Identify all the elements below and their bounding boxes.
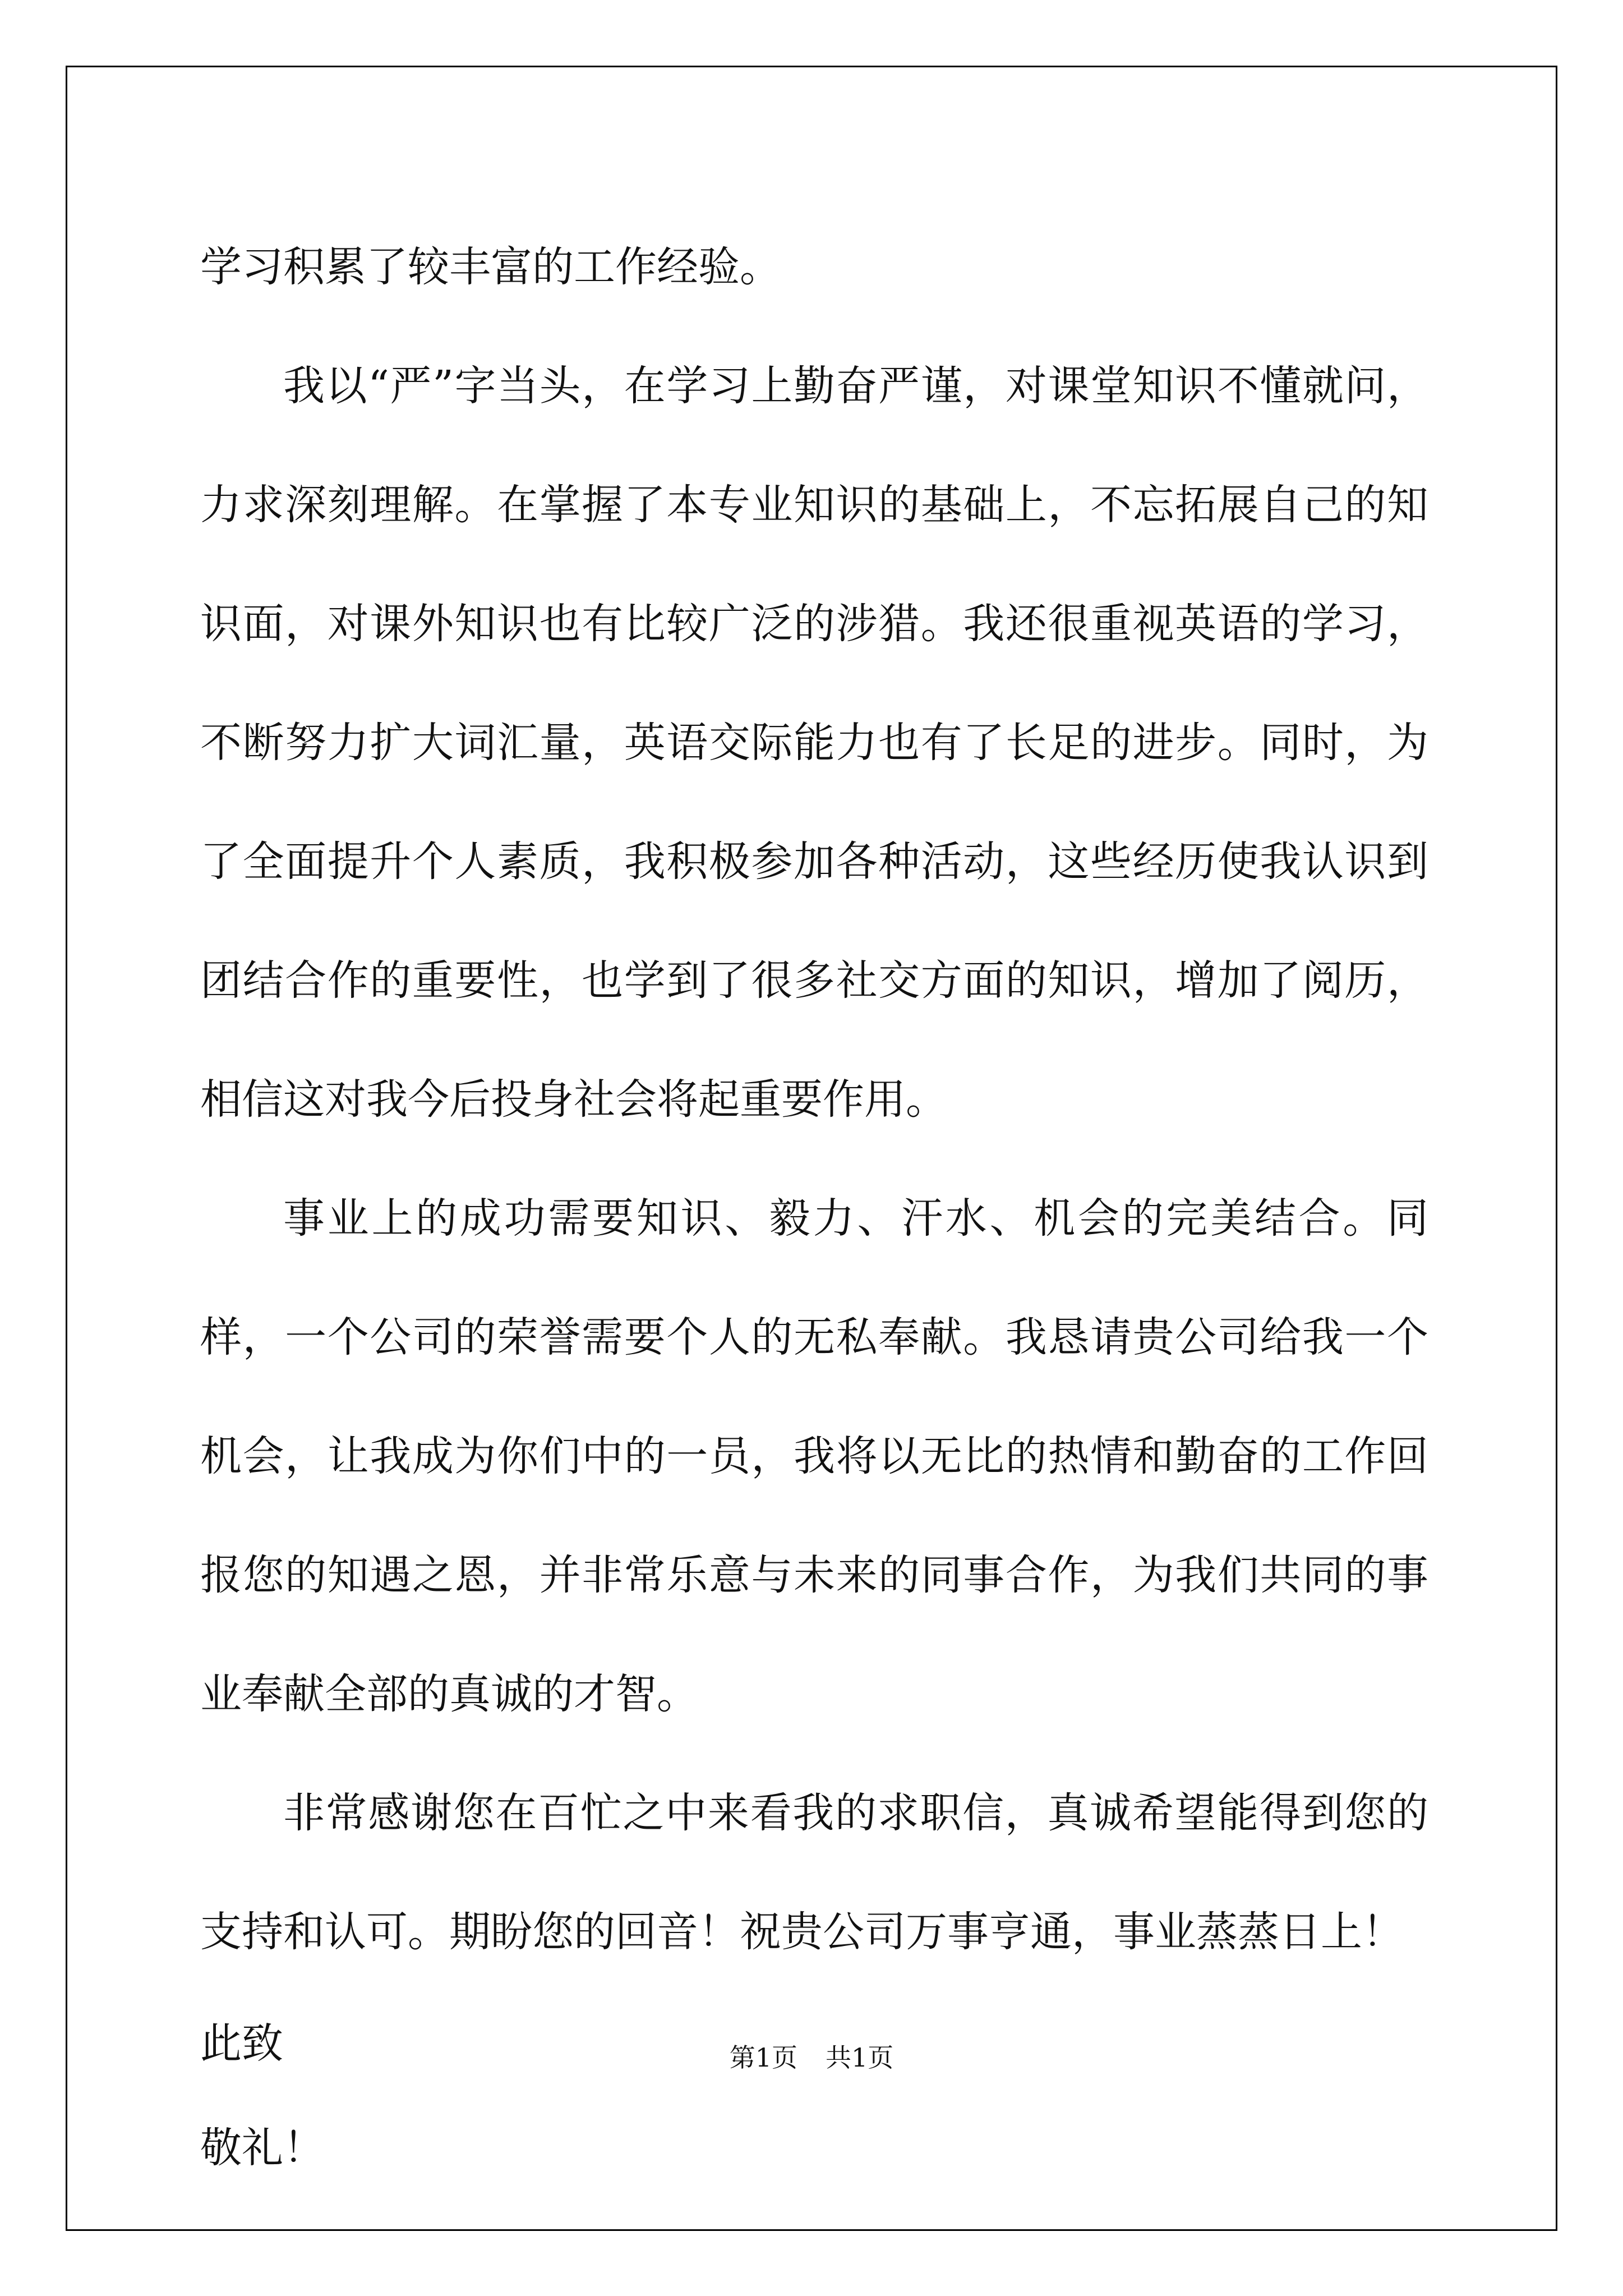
paragraph-3: 事业上的成功需要知识、毅力、汗水、机会的完美结合。同样，一个公司的荣誉需要个人的无私奉献。我恳请贵公司给我一个机会，让我成为你们中的一员，我将以无比的热情和勤奋的工作回报您的知遇之恩，并非常乐意与未来的同事合作，为我们共同的事业奉献全部的真诚的才智。 xyxy=(200,1194,1428,1718)
closing-line: 此致 xyxy=(200,2019,283,2068)
paragraph-4: 非常感谢您在百忙之中来看我的求职信，真诚希望能得到您的支持和认可。期盼您的回音！祝贵公司万事亨通，事业蒸蒸日上！ xyxy=(200,1789,1428,1956)
paragraph-2: 我以“严”字当头，在学习上勤奋严谨，对课堂知识不懂就问，力求深刻理解。在掌握了本专业知识的基础上，不忘拓展自己的知识面，对课外知识也有比较广泛的涉猎。我还很重视英语的学习，不断努力扩大词汇量，英语交际能力也有了长足的进步。同时，为了全面提升个人素质，我积极参加各种活动，这些经历使我认识到团结合作的重要性，也学到了很多社交方面的知识，增加了阅历，相信这对我今后投身社会将起重要作用。 xyxy=(200,362,1428,1124)
paragraph-1: 学习积累了较丰富的工作经验。 xyxy=(200,243,781,291)
letter-body xyxy=(200,208,1428,2200)
page-number-current: 第1页 xyxy=(729,2042,797,2073)
page-number-total: 共1页 xyxy=(826,2042,894,2073)
salutation-line: 敬礼！ xyxy=(200,2124,325,2172)
page-footer xyxy=(0,2037,1623,2074)
